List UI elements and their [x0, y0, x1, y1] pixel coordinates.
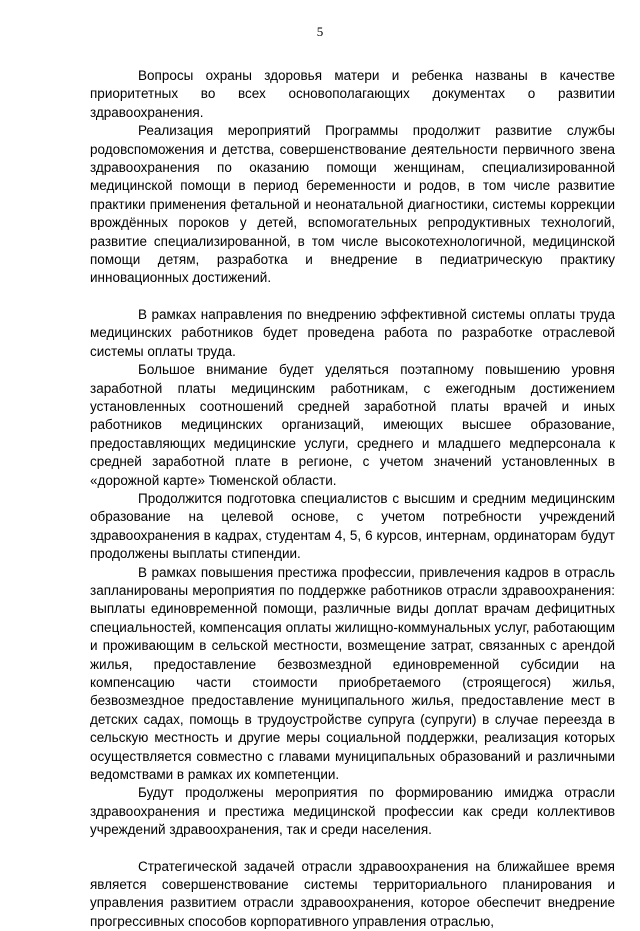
- paragraph-staff-support: В рамках повышения престижа профессии, привлечения кадров в отрасль запланированы мероприятия по поддержке работников отрасли здравоохранения: выплаты единовременной помощи, различные виды доплат врачам дефицитных специальностей, компенсация оплаты жилищно-коммунальных услуг, работающим и проживающим в сельской местности, возмещение затрат, связанных с арендой жилья, предоставление безвозмездной единовременной субсидии на компенсацию части стоимости приобретаемого (строящегося) жилья, безвозмездное предоставление муниципального жилья, предоставление мест в детских садах, помощь в трудоустройстве супруга (супруги) в случае переезда в сельскую местность и другие меры социальной поддержки, реализация которых осуществляется совместно с главами муниципальных образований и различными ведомствами в рамках их компетенции.: [90, 564, 615, 783]
- page-number: 5: [316, 24, 324, 39]
- paragraph-strategic-task: Стратегической задачей отрасли здравоохранения на ближайшее время является совершенствование системы территориального планирования и управления развитием отрасли здравоохранения, которое обеспечит внедрение прогрессивных способов корпоративного управления отраслью,: [90, 858, 615, 929]
- paragraph-maternal-health: Вопросы охраны здоровья матери и ребенка названы в качестве приоритетных во всех основополагающих документах о развитии здравоохранения.: [90, 68, 615, 120]
- paragraph-specialist-training: Продолжится подготовка специалистов с высшим и средним медицинским образование на целевой основе, с учетом потребности учреждений здравоохранения в кадрах, студентам 4, 5, 6 курсов, интернам, ординаторам будут продолжены выплаты стипендии.: [90, 490, 615, 562]
- document-body: [90, 67, 615, 931]
- paragraph-profession-image: Будут продолжены мероприятия по формированию имиджа отрасли здравоохранения и престижа медицинской профессии как среди коллективов учреждений здравоохранения, так и среди населения.: [90, 785, 615, 838]
- paragraph-pay-system: В рамках направления по внедрению эффективной системы оплаты труда медицинских работников будет проведена работа по разработке отраслевой системы оплаты труда.: [90, 306, 615, 359]
- paragraph-salary-increase: Большое внимание будет уделяться поэтапному повышению уровня заработной платы медицинским работникам, с ежегодным достижением установленных соотношений средней заработной платы врачей и иных работников медицинских организаций, имеющих высшее образование, предоставляющих медицинские услуги, среднего и младшего медперсонала к средней заработной плате в регионе, с учетом значений установленных в «дорожной карте» Тюменской области.: [90, 362, 615, 488]
- paragraph-program-measures: Реализация мероприятий Программы продолжит развитие службы родовспоможения и детства, совершенствование деятельности первичного звена здравоохранения по оказанию помощи женщинам, специализированной медицинской помощи в период беременности и родов, в том числе развитие практики применения фетальной и неонатальной диагностики, системы коррекции врождённых пороков у детей, вспомогательных репродуктивных технологий, развитие специализированной, в том числе высокотехнологичной, медицинской помощи детям, разработка и внедрение в педиатрическую практику инновационных достижений.: [90, 123, 615, 286]
